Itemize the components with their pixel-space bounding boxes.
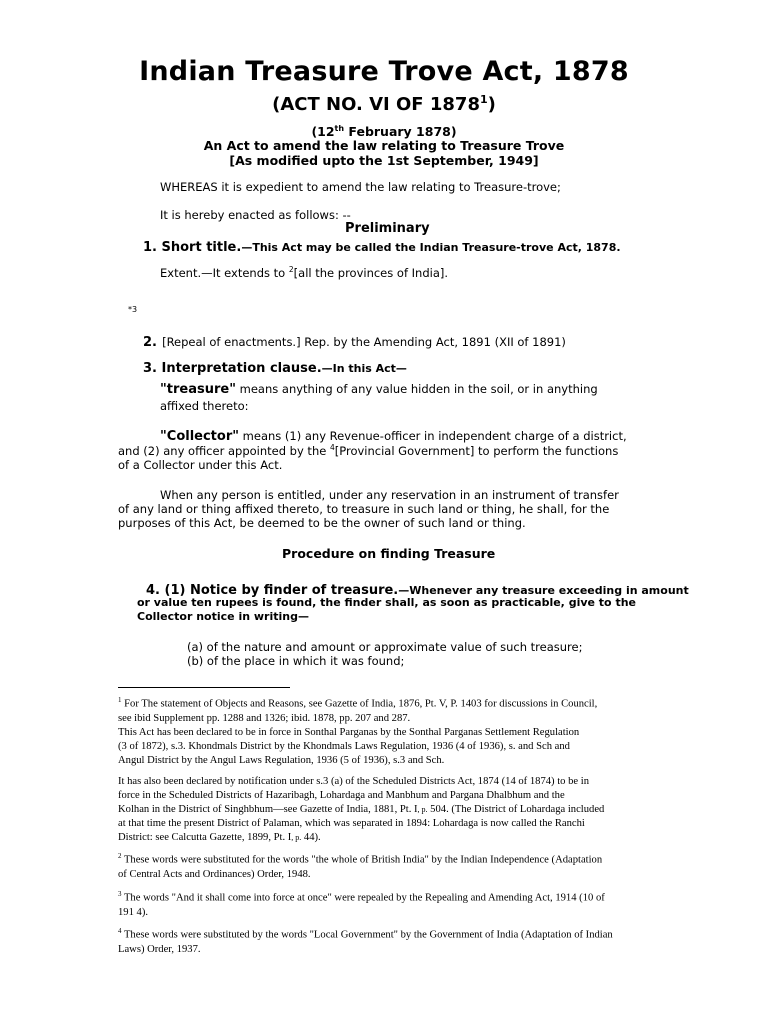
footnote-3-marker: 3 xyxy=(118,890,122,898)
footnote-1-see-ibid: see ibid xyxy=(118,712,151,724)
footnote-1-para-3 xyxy=(118,775,664,845)
act-description: An Act to amend the law relating to Treasure Trove xyxy=(203,138,565,153)
footnote-para-3-line-2: force in the Scheduled Districts of Hazaribagh, Lohardaga and Manbhum and Pargana Dhalbhum and the xyxy=(118,790,565,801)
footnote-1-year: . 1878, pp xyxy=(307,712,350,724)
section-4-text-line-1: —Whenever any treasure exceeding in amount xyxy=(398,584,689,597)
collector-definition-line-3: of a Collector under this Act. xyxy=(118,458,283,472)
act-number-text: (ACT NO. VI OF 1878 xyxy=(272,94,480,115)
section-3 xyxy=(143,357,407,376)
footnote-1-pages: . 207 and 287. xyxy=(349,712,411,724)
procedure-heading: Procedure on finding Treasure xyxy=(282,546,496,561)
footnote-para-3-line-5: District: see Calcutta Gazette, 1899, Pt. I xyxy=(118,832,292,843)
modification-note: [As modified upto the 1st September, 1949] xyxy=(229,153,539,168)
footnote-2-marker: 2 xyxy=(118,852,122,860)
treasure-definition-line-1: means anything of any value hidden in the soil, or in anything xyxy=(235,382,598,396)
collector-definition-line-1: means (1) any Revenue-officer in independent charge of a district, xyxy=(239,429,627,443)
footnote-para-3-line-1: It has also been declared by notification under s.3 (a) of the Scheduled Districts Act, 1874 (14 of 1874) to be in xyxy=(118,776,590,787)
footnote-1 xyxy=(118,693,664,726)
footnote-4-marker: 4 xyxy=(118,927,122,935)
footnote-4-line-1: These words were substituted by the words "Local Government" by the Government of India (Adaptation of Indian xyxy=(121,929,613,941)
footnote-para-2-line-3: Angul District by the Angul Laws Regulation, 1936 (5 of 1936), s.3 and Sch. xyxy=(118,755,445,766)
footnote-para-3-line-4: at that time the present District of Palaman, which was separated in 1894: Lohardaga is now called the Ranchi xyxy=(118,818,585,829)
section-4-text-line-3: Collector notice in writing— xyxy=(137,610,309,623)
section-4-heading: 4. (1) Notice by finder of treasure. xyxy=(146,583,399,598)
section-4-text-line-2: or value ten rupees is found, the finder shall, as soon as practicable, give to the xyxy=(137,596,636,609)
footnote-separator xyxy=(118,687,290,688)
footnote-1-para-2 xyxy=(118,726,664,768)
extent-clause xyxy=(160,266,448,280)
footnote-ref-1: 1 xyxy=(479,93,488,106)
footnote-para-3-end: 44). xyxy=(301,832,321,843)
owner-clause-line-1: When any person is entitled, under any reservation in an instrument of transfer xyxy=(160,488,619,502)
whereas-clause: WHEREAS it is expedient to amend the law relating to Treasure-trove; xyxy=(160,180,561,194)
collector-definition-rest: [Provincial Government] to perform the functions xyxy=(334,444,619,458)
enacting-clause: It is hereby enacted as follows: -- xyxy=(160,208,351,222)
extent-rest: [all the provinces of India]. xyxy=(293,266,449,280)
clause-4b: (b) of the place in which it was found; xyxy=(187,654,405,668)
footnote-1-supplement: Supplement pp. 1288 and 1326; xyxy=(150,712,292,724)
collector-definition-line-2 xyxy=(118,444,618,458)
footnote-1-line-1: For The statement of Objects and Reasons, see Gazette of India, 1876, Pt. V, P. 1403 for discussions in Council, xyxy=(121,698,598,710)
section-2 xyxy=(143,331,566,350)
footnote-1-marker: 1 xyxy=(118,696,122,704)
footnote-para-3-page: 504. (The District of Lohardaga included xyxy=(427,804,605,815)
section-1-heading: 1. Short title. xyxy=(143,240,242,255)
footnote-2-line-1: These words were substituted for the words "the whole of British India" by the Indian Independence (Adaptation xyxy=(121,854,603,866)
footnote-para-2-line-2: (3 of 1872), s.3. Khondmals District by the Khondmals Laws Regulation, 1936 (4 of 1936), s. and Sch and xyxy=(118,741,570,752)
footnote-ref-4: 4 xyxy=(329,443,335,453)
footnote-1-ibid: ibid xyxy=(291,712,308,724)
owner-clause-line-2: of any land or thing affixed thereto, to treasure in such land or thing, he shall, for the xyxy=(118,502,610,516)
extent-text: Extent.—It extends to xyxy=(160,266,289,280)
footnote-3 xyxy=(118,887,664,920)
owner-clause-line-3: purposes of this Act, be deemed to be the owner of such land or thing. xyxy=(118,516,526,530)
document-title: Indian Treasure Trove Act, 1878 xyxy=(139,56,629,87)
treasure-definition xyxy=(160,382,598,397)
footnote-ref-2: 2 xyxy=(288,265,294,275)
section-3-text: —In this Act— xyxy=(321,362,407,375)
treasure-definition-line-2: affixed thereto: xyxy=(160,399,249,413)
date-day: (12 xyxy=(311,124,335,140)
collector-definition xyxy=(160,429,627,444)
preliminary-heading: Preliminary xyxy=(345,221,430,236)
date-rest: February 1878) xyxy=(344,124,457,140)
footnote-para-3-p: , p. xyxy=(417,805,428,814)
omission-marker: *3 xyxy=(128,305,138,314)
section-1 xyxy=(143,236,621,255)
footnote-para-3-line-3: Kolhan in the District of Singhbhum— xyxy=(118,804,284,815)
footnote-4 xyxy=(118,924,664,957)
footnote-3-line-2: 191 4). xyxy=(118,906,149,918)
act-number xyxy=(0,93,768,115)
footnote-2 xyxy=(118,849,664,882)
footnote-2-line-2: of Central Acts and Ordinances) Order, 1948. xyxy=(118,868,311,880)
act-date xyxy=(0,124,768,139)
clause-4a: (a) of the nature and amount or approximate value of such treasure; xyxy=(187,640,583,654)
footnote-para-3-see: see xyxy=(283,804,298,815)
section-1-text: —This Act may be called the Indian Treasure-trove Act, 1878. xyxy=(241,241,621,254)
collector-term: "Collector" xyxy=(160,429,240,444)
section-2-heading: 2. xyxy=(143,335,157,350)
section-2-text: [Repeal of enactments.] Rep. by the Amending Act, 1891 (XII of 1891) xyxy=(162,335,566,349)
footnote-4-line-2: Laws) Order, 1937. xyxy=(118,943,201,955)
date-ordinal: th xyxy=(334,124,345,133)
footnote-para-3-gazette: Gazette of India, 1881, Pt. I xyxy=(297,804,418,815)
section-3-heading: 3. Interpretation clause. xyxy=(143,361,322,376)
footnote-para-2-line-1: This Act has been declared to be in force in Sonthal Parganas by the Sonthal Parganas Settlement Regulation xyxy=(118,727,580,738)
act-number-close: ) xyxy=(487,94,496,115)
footnote-3-line-1: The words "And it shall come into force at once" were repealed by the Repealing and Amending Act, 1914 (10 of xyxy=(121,892,605,904)
footnote-para-3-p-2: , p. xyxy=(291,833,302,842)
treasure-term: "treasure" xyxy=(160,382,236,397)
collector-definition-text: and (2) any officer appointed by the xyxy=(118,444,330,458)
